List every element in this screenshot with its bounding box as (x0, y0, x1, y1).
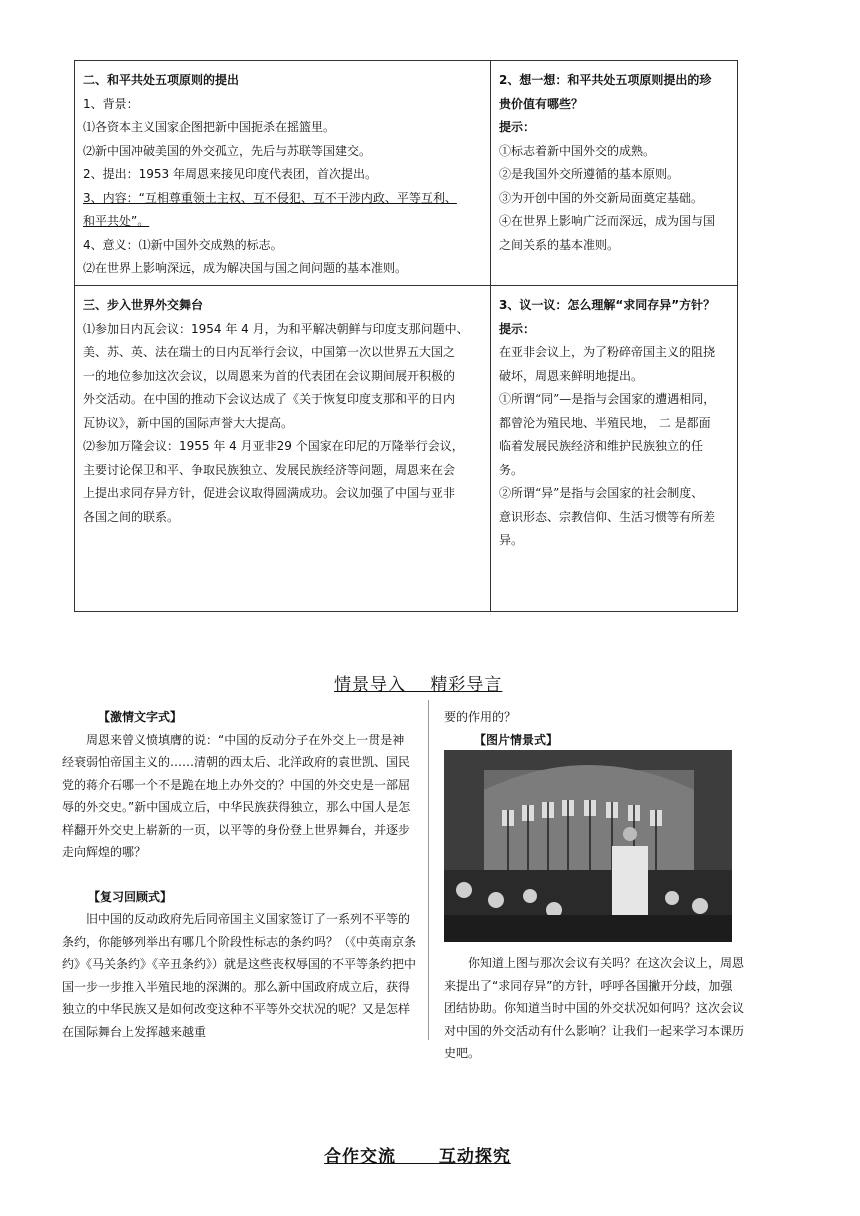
text-line: 和平共处”。 (83, 214, 150, 228)
hint-line: ①标志着新中国外交的成熟。 (499, 143, 656, 158)
text-line: ⑴各资本主义国家企图把新中国扼杀在摇篮里。 (83, 120, 336, 134)
text-line: 一的地位参加这次会议，以周恩来为首的代表团在会议期间展开积极的 (83, 368, 456, 383)
cell-title: 二、和平共处五项原则的提出 (83, 73, 240, 87)
cell-title: 贵价值有哪些？ (499, 96, 584, 111)
cell-think (491, 61, 737, 286)
subheading: 【图片情景式】 (474, 732, 559, 747)
text-line: 主要讨论保卫和平、争取民族独立、发展民族经济等问题，周恩来在会 (83, 462, 456, 477)
cell-discuss (491, 286, 737, 611)
text-line: 上提出求同存异方针，促进会议取得圆满成功。会议加强了中国与亚非 (83, 486, 456, 500)
text-line: ⑵新中国冲破美国的外交孤立，先后与苏联等国建交。 (83, 143, 372, 158)
hint-line: ②所谓“异”是指与会国家的社会制度、 (499, 486, 704, 500)
cell-world-stage (75, 286, 491, 611)
text-line: 2、提出：1953 年周恩来接见印度代表团，首次提出。 (83, 167, 377, 181)
paragraph: 旧中国的反动政府先后同帝国主义国家签订了一系列不平等的条约，你能够列举出有哪几个阶段性标志的条约吗？（《中英南京条约》《马关条约》《辛丑条约》）就是这些丧权辱国的不平等条约把中国一步一步推入半殖民地的深渊的。那么新中国政府成立后，获得独立的中华民族又是如何改变这种不平等外交状况的呢？又是怎样在国际舞台上发挥越来越重 (62, 912, 417, 1039)
cell-title: 3、议一议：怎么理解“求同存异”方针？ (499, 298, 716, 312)
hint-line: 都曾沦为殖民地、半殖民地， 二 是都面 (499, 415, 711, 430)
column-divider (428, 700, 429, 1040)
photo-illustration (444, 750, 732, 942)
text-line: 各国之间的联系。 (83, 509, 180, 524)
hint-line: 之间关系的基本准则。 (499, 237, 620, 252)
hint-line: 临着发展民族经济和维护民族独立的任 (499, 439, 704, 453)
text-line: 3、内容：“互相尊重领土主权、互不侵犯、互不干涉内政、平等互利、 (83, 190, 457, 205)
right-column-top (444, 706, 744, 751)
text-line: 4、意义：⑴新中国外交成熟的标志。 (83, 237, 283, 252)
hint-line: 在亚非会议上，为了粉碎帝国主义的阻挠 (499, 345, 716, 359)
hint-label: 提示： (499, 120, 536, 134)
hint-line: 意识形态、宗教信仰、生活习惯等有所差 (499, 509, 716, 524)
left-column (62, 706, 416, 1043)
text-line: ⑵参加万隆会议：1955 年 4 月亚非29 个国家在印尼的万隆举行会议， (83, 439, 464, 453)
text-line: ⑴参加日内瓦会议：1954 年 4 月，为和平解决朝鲜与印度支那问题中、 (83, 321, 469, 336)
hint-line: ③为开创中国的外交新局面奠定基础。 (499, 190, 704, 205)
right-column-bottom (444, 952, 744, 1065)
hint-label: 提示： (499, 321, 536, 336)
text-line: 美、苏、英、法在瑞士的日内瓦举行会议，中国第一次以世界五大国之 (83, 345, 456, 359)
paragraph: 周恩来曾义愤填膺的说：“中国的反动分子在外交上一贯是神经衰弱怕帝国主义的……清朝的西太后、北洋政府的袁世凯、国民党的蒋介石哪一个不是跪在地上办外交的？中国的外交史是一部屈辱的外交史。”新中国成立后，中华民族获得独立，那么中国人是怎样翻开外交史上崭新的一页，以平等的身份登上世界舞台，并逐步走向辉煌的哪？ (62, 732, 411, 859)
hint-line: 异。 (499, 533, 524, 547)
conference-photo (444, 750, 732, 942)
hint-line: ④在世界上影响广泛而深远，成为国与国 (499, 214, 716, 228)
paragraph: 你知道上图与那次会议有关吗？在这次会议上，周恩来提出了“求同存异”的方针，呼呼各国撇开分歧，加强团结协助。你知道当时中国的外交状况如何吗？这次会议对中国的外交活动有什么影响？让我们一起来学习本课历史吧。 (444, 956, 745, 1060)
hint-line: ②是我国外交所遵循的基本原则。 (499, 167, 680, 181)
hint-line: 破坏，周恩来鲜明地提出。 (499, 368, 644, 383)
hint-line: ①所谓“同”—是指与会国家的遭遇相同， (499, 392, 716, 406)
text-line: 瓦协议》，新中国的国际声誉大大提高。 (83, 415, 294, 430)
cell-five-principles (75, 61, 491, 286)
section-title-cooperation: 合作交流 互动探究 (324, 1147, 511, 1167)
hint-line: 务。 (499, 462, 524, 477)
knowledge-table (74, 60, 738, 612)
paragraph-continuation: 要的作用的？ (444, 710, 517, 724)
subheading: 【激情文字式】 (98, 710, 183, 724)
cell-title: 2、想一想：和平共处五项原则提出的珍 (499, 73, 712, 87)
subheading: 【复习回顾式】 (88, 889, 173, 904)
text-line: 1、背景： (83, 96, 139, 111)
cell-title: 三、步入世界外交舞台 (83, 298, 204, 312)
section-title-intro: 情景导入 精彩导言 (334, 675, 503, 695)
text-line: ⑵在世界上影响深远，成为解决国与国之间问题的基本准则。 (83, 261, 408, 275)
text-line: 外交活动。在中国的推动下会议达成了《关于恢复印度支那和平的日内 (83, 392, 456, 406)
